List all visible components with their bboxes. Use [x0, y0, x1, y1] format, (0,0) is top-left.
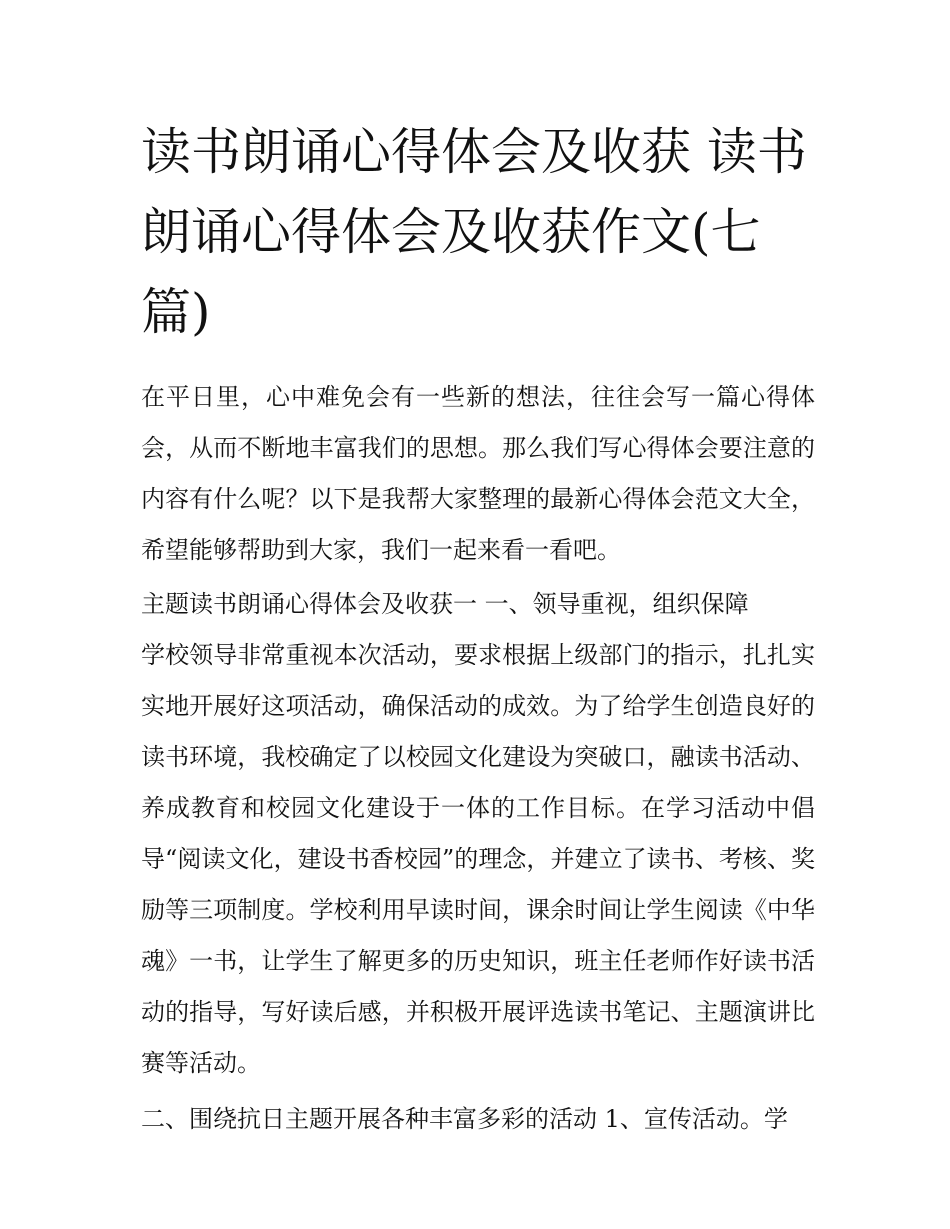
intro-paragraph: 在平日里，心中难免会有一些新的想法，往往会写一篇心得体会，从而不断地丰富我们的思想。那么我们写心得体会要注意的内容有什么呢？以下是我帮大家整理的最新心得体会范文大全，希望能够帮助到大家，我们一起来看一看吧。 [141, 383, 815, 564]
section-two-paragraph: 二、围绕抗日主题开展各种丰富多彩的活动 1、宣传活动。学 [141, 1105, 788, 1133]
document-content [141, 112, 815, 1145]
section-one-heading: 主题读书朗诵心得体会及收获一 一、领导重视，组织保障 [141, 590, 749, 618]
document-title: 读书朗诵心得体会及收获 读书朗诵心得体会及收获作文(七篇) [141, 123, 807, 341]
section-one-body: 学校领导非常重视本次活动，要求根据上级部门的指示，扎扎实实地开展好这项活动，确保活动的成效。为了给学生创造良好的读书环境，我校确定了以校园文化建设为突破口，融读书活动、养成教育和校园文化建设于一体的工作目标。在学习活动中倡导“阅读文化，建设书香校园”的理念，并建立了读书、考核、奖励等三项制度。学校利用早读时间，课余时间让学生阅读《中华魂》一书，让学生了解更多的历史知识，班主任老师作好读书活动的指导，写好读后感，并积极开展评选读书笔记、主题演讲比赛等活动。 [141, 641, 815, 1077]
